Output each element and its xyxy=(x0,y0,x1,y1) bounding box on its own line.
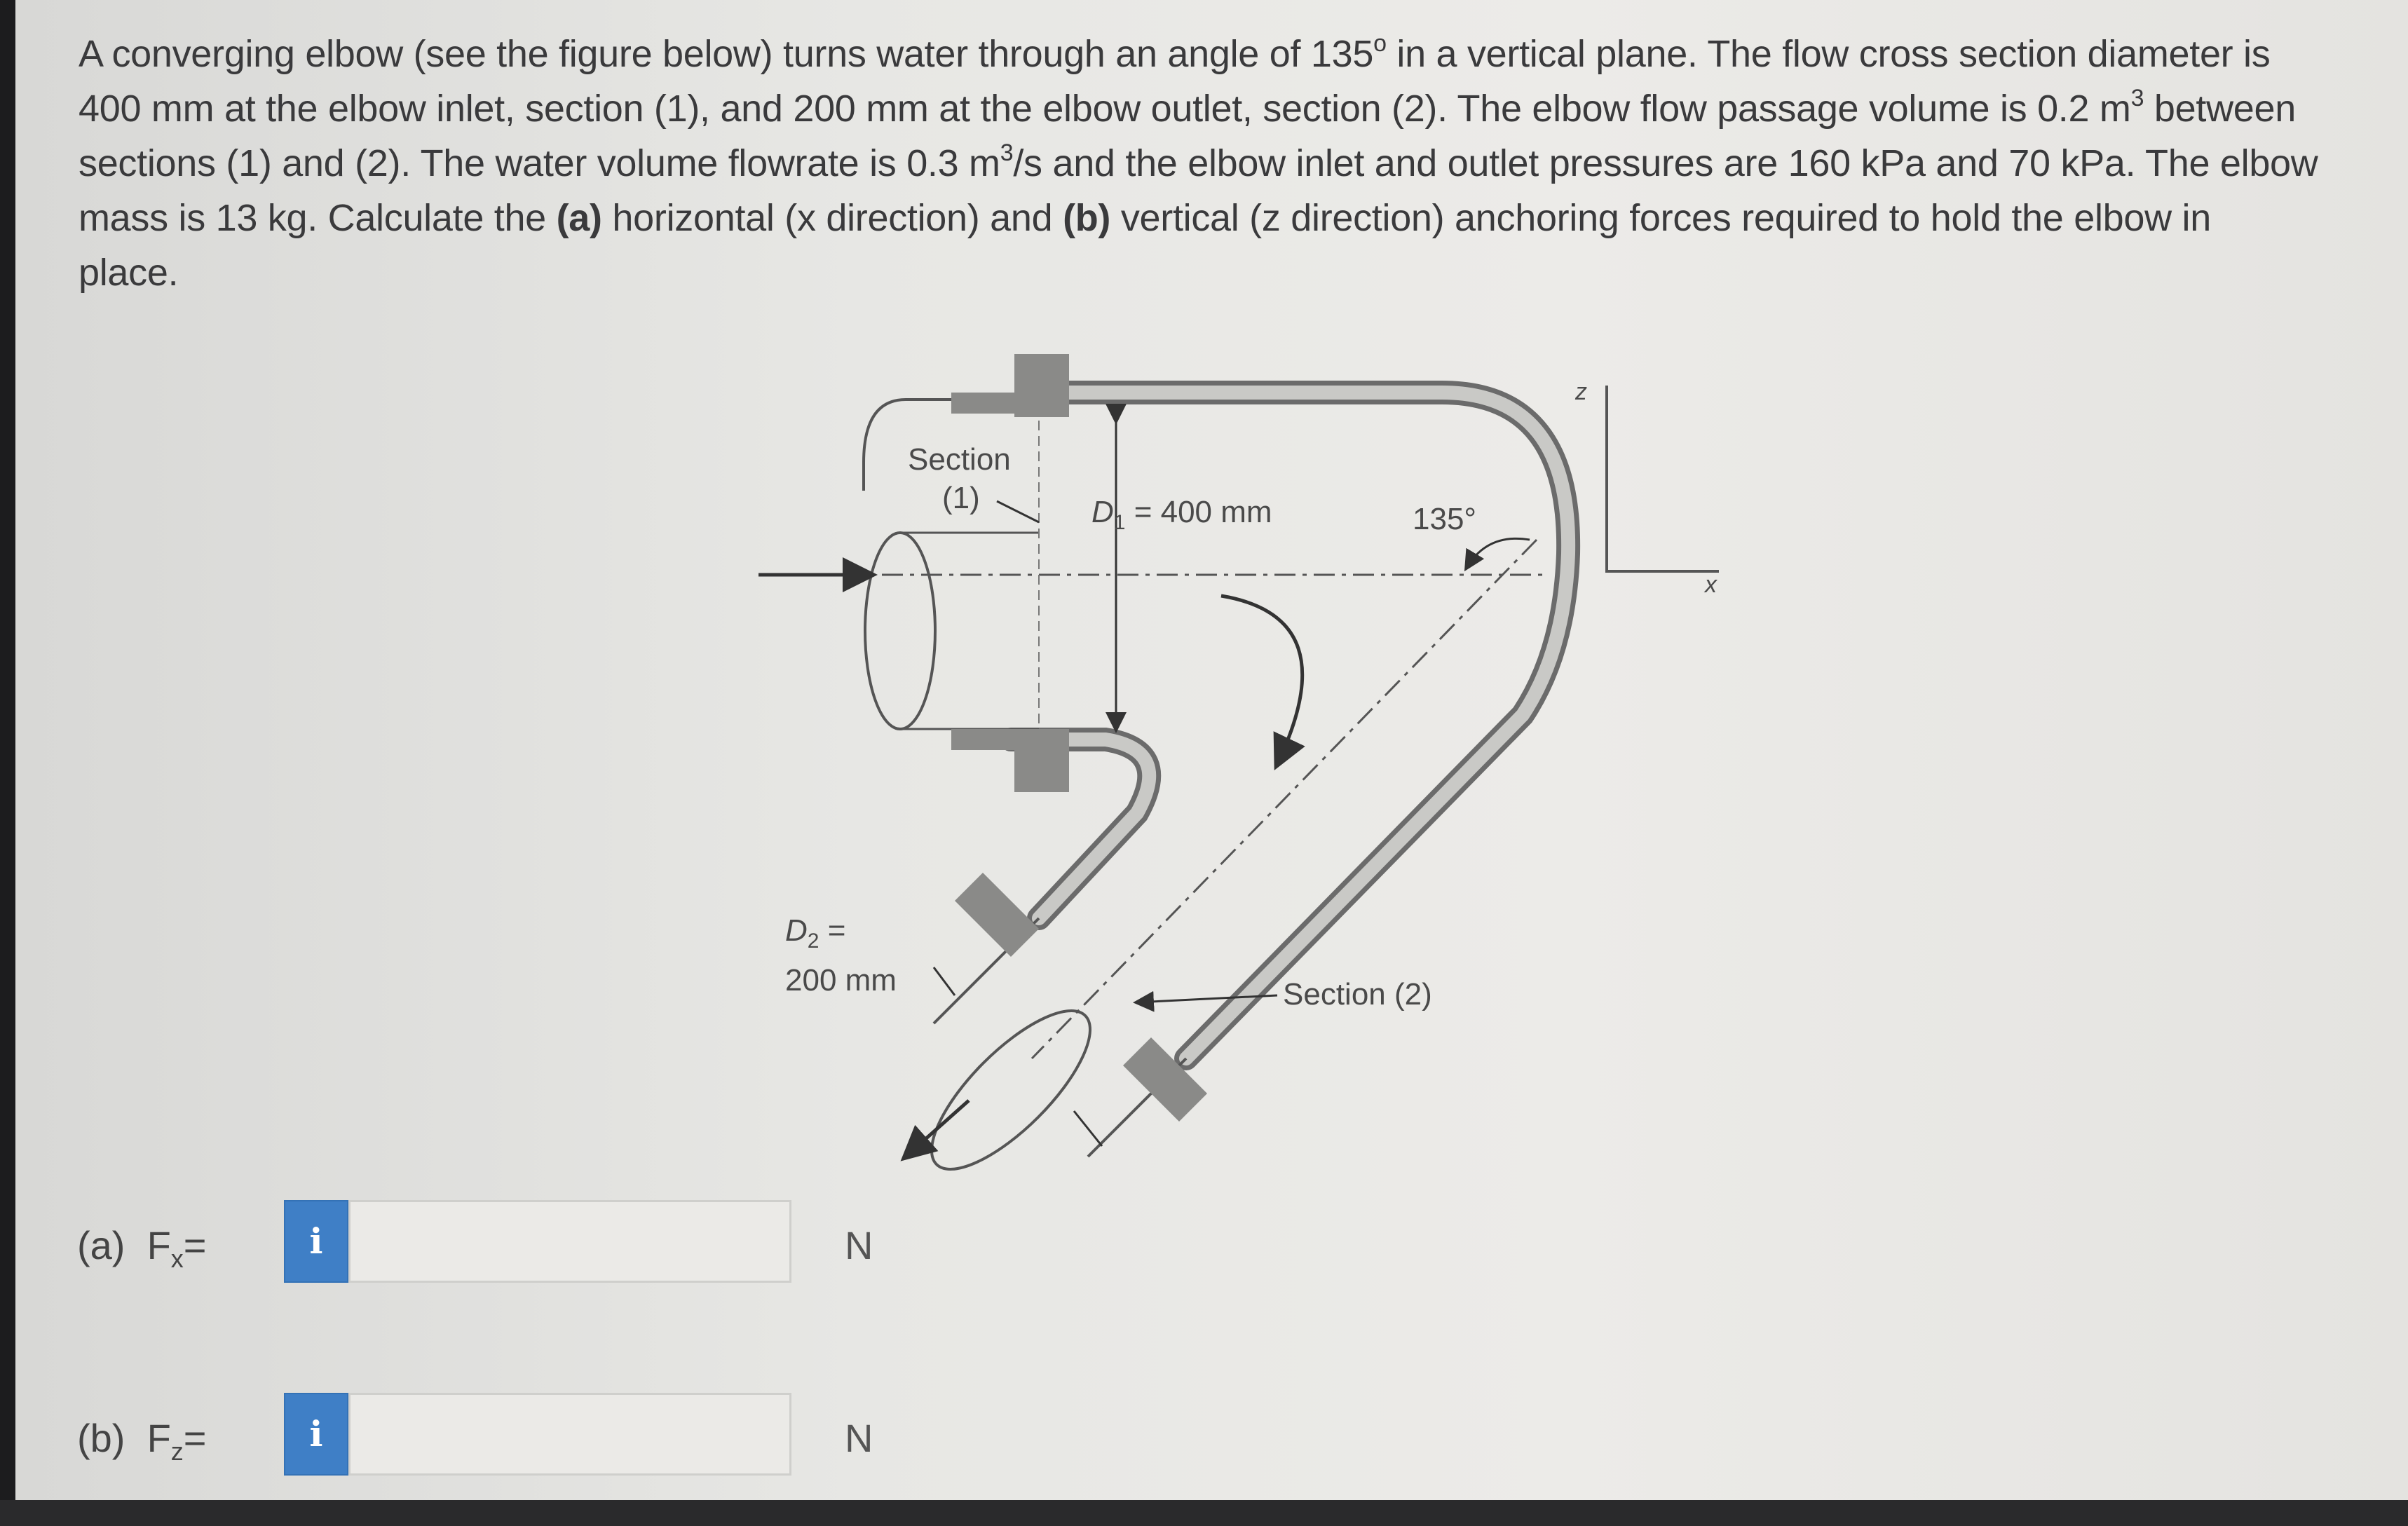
problem-line-2: 400 mm at the elbow inlet, section (1), and 200 mm at the elbow outlet, section (2). The elbow flow passage volume is 0.2 $m^3$ between xyxy=(79,85,2296,130)
elbow-figure xyxy=(744,336,1740,1178)
svg-text:D2 = xyxy=(785,913,845,953)
info-button-a[interactable]: i xyxy=(284,1200,348,1283)
outlet-flow-arrow xyxy=(906,1101,969,1157)
problem-statement xyxy=(79,27,2406,300)
unit-label-b: N xyxy=(845,1416,873,1460)
angle-arc xyxy=(1467,538,1530,568)
outlet-flange-top xyxy=(955,873,1039,957)
section1-number: (1) xyxy=(942,481,980,515)
d2-subscript: 2 xyxy=(807,929,819,953)
x-axis-label: x xyxy=(1705,571,1717,598)
fz-answer-input[interactable] xyxy=(348,1393,791,1476)
problem-line-3: sections (1) and (2). The water volume flowrate is 0.3 $m^3/s$ and the elbow inlet and outlet pressures are 160 kPa and 70 kPa. The elbow xyxy=(79,139,2318,184)
answer-label-b: (b) $F_z=$ xyxy=(77,1416,207,1466)
info-button-b[interactable]: i xyxy=(284,1393,348,1476)
angle-label: 135° xyxy=(1413,502,1477,536)
svg-text:D1 = 400 mm xyxy=(1091,495,1272,534)
elbow-outer-wall xyxy=(1046,393,1568,1058)
section2-label: Section (2) xyxy=(1283,977,1432,1011)
unit-label-a: N xyxy=(845,1223,873,1267)
d1-subscript: 1 xyxy=(1113,511,1126,534)
fx-answer-input[interactable] xyxy=(348,1200,791,1283)
d2-value: 200 mm xyxy=(785,963,897,997)
screen xyxy=(15,0,2408,1500)
d1-label: D xyxy=(1091,495,1114,529)
screen-bezel xyxy=(0,1500,2408,1526)
axis-lines xyxy=(1607,386,1719,571)
d2-label: D xyxy=(785,913,808,948)
inlet-flange-top xyxy=(1014,354,1069,417)
problem-line-1: A converging elbow (see the figure below) turns water through an angle of 135$^o$ in a vertical plane. The flow cross section diameter is xyxy=(79,30,2271,75)
rotation-arrow xyxy=(1221,596,1302,764)
problem-line-5: place. xyxy=(79,252,179,294)
outlet-pipe xyxy=(934,918,1186,1157)
z-axis-label: z xyxy=(1575,379,1587,405)
d1-value: = 400 mm xyxy=(1125,495,1272,529)
inlet-opening xyxy=(865,533,935,729)
problem-line-4: mass is 13 kg. Calculate the (a) horizontal (x direction) and (b) vertical (z direction) anchoring forces required to hold the elbow in xyxy=(79,197,2211,239)
d2-equals: = xyxy=(819,913,846,948)
section1-label: Section xyxy=(908,442,1011,477)
inlet-flange-bottom xyxy=(1014,729,1069,792)
answer-label-a: (a) $F_x=$ xyxy=(77,1223,207,1274)
